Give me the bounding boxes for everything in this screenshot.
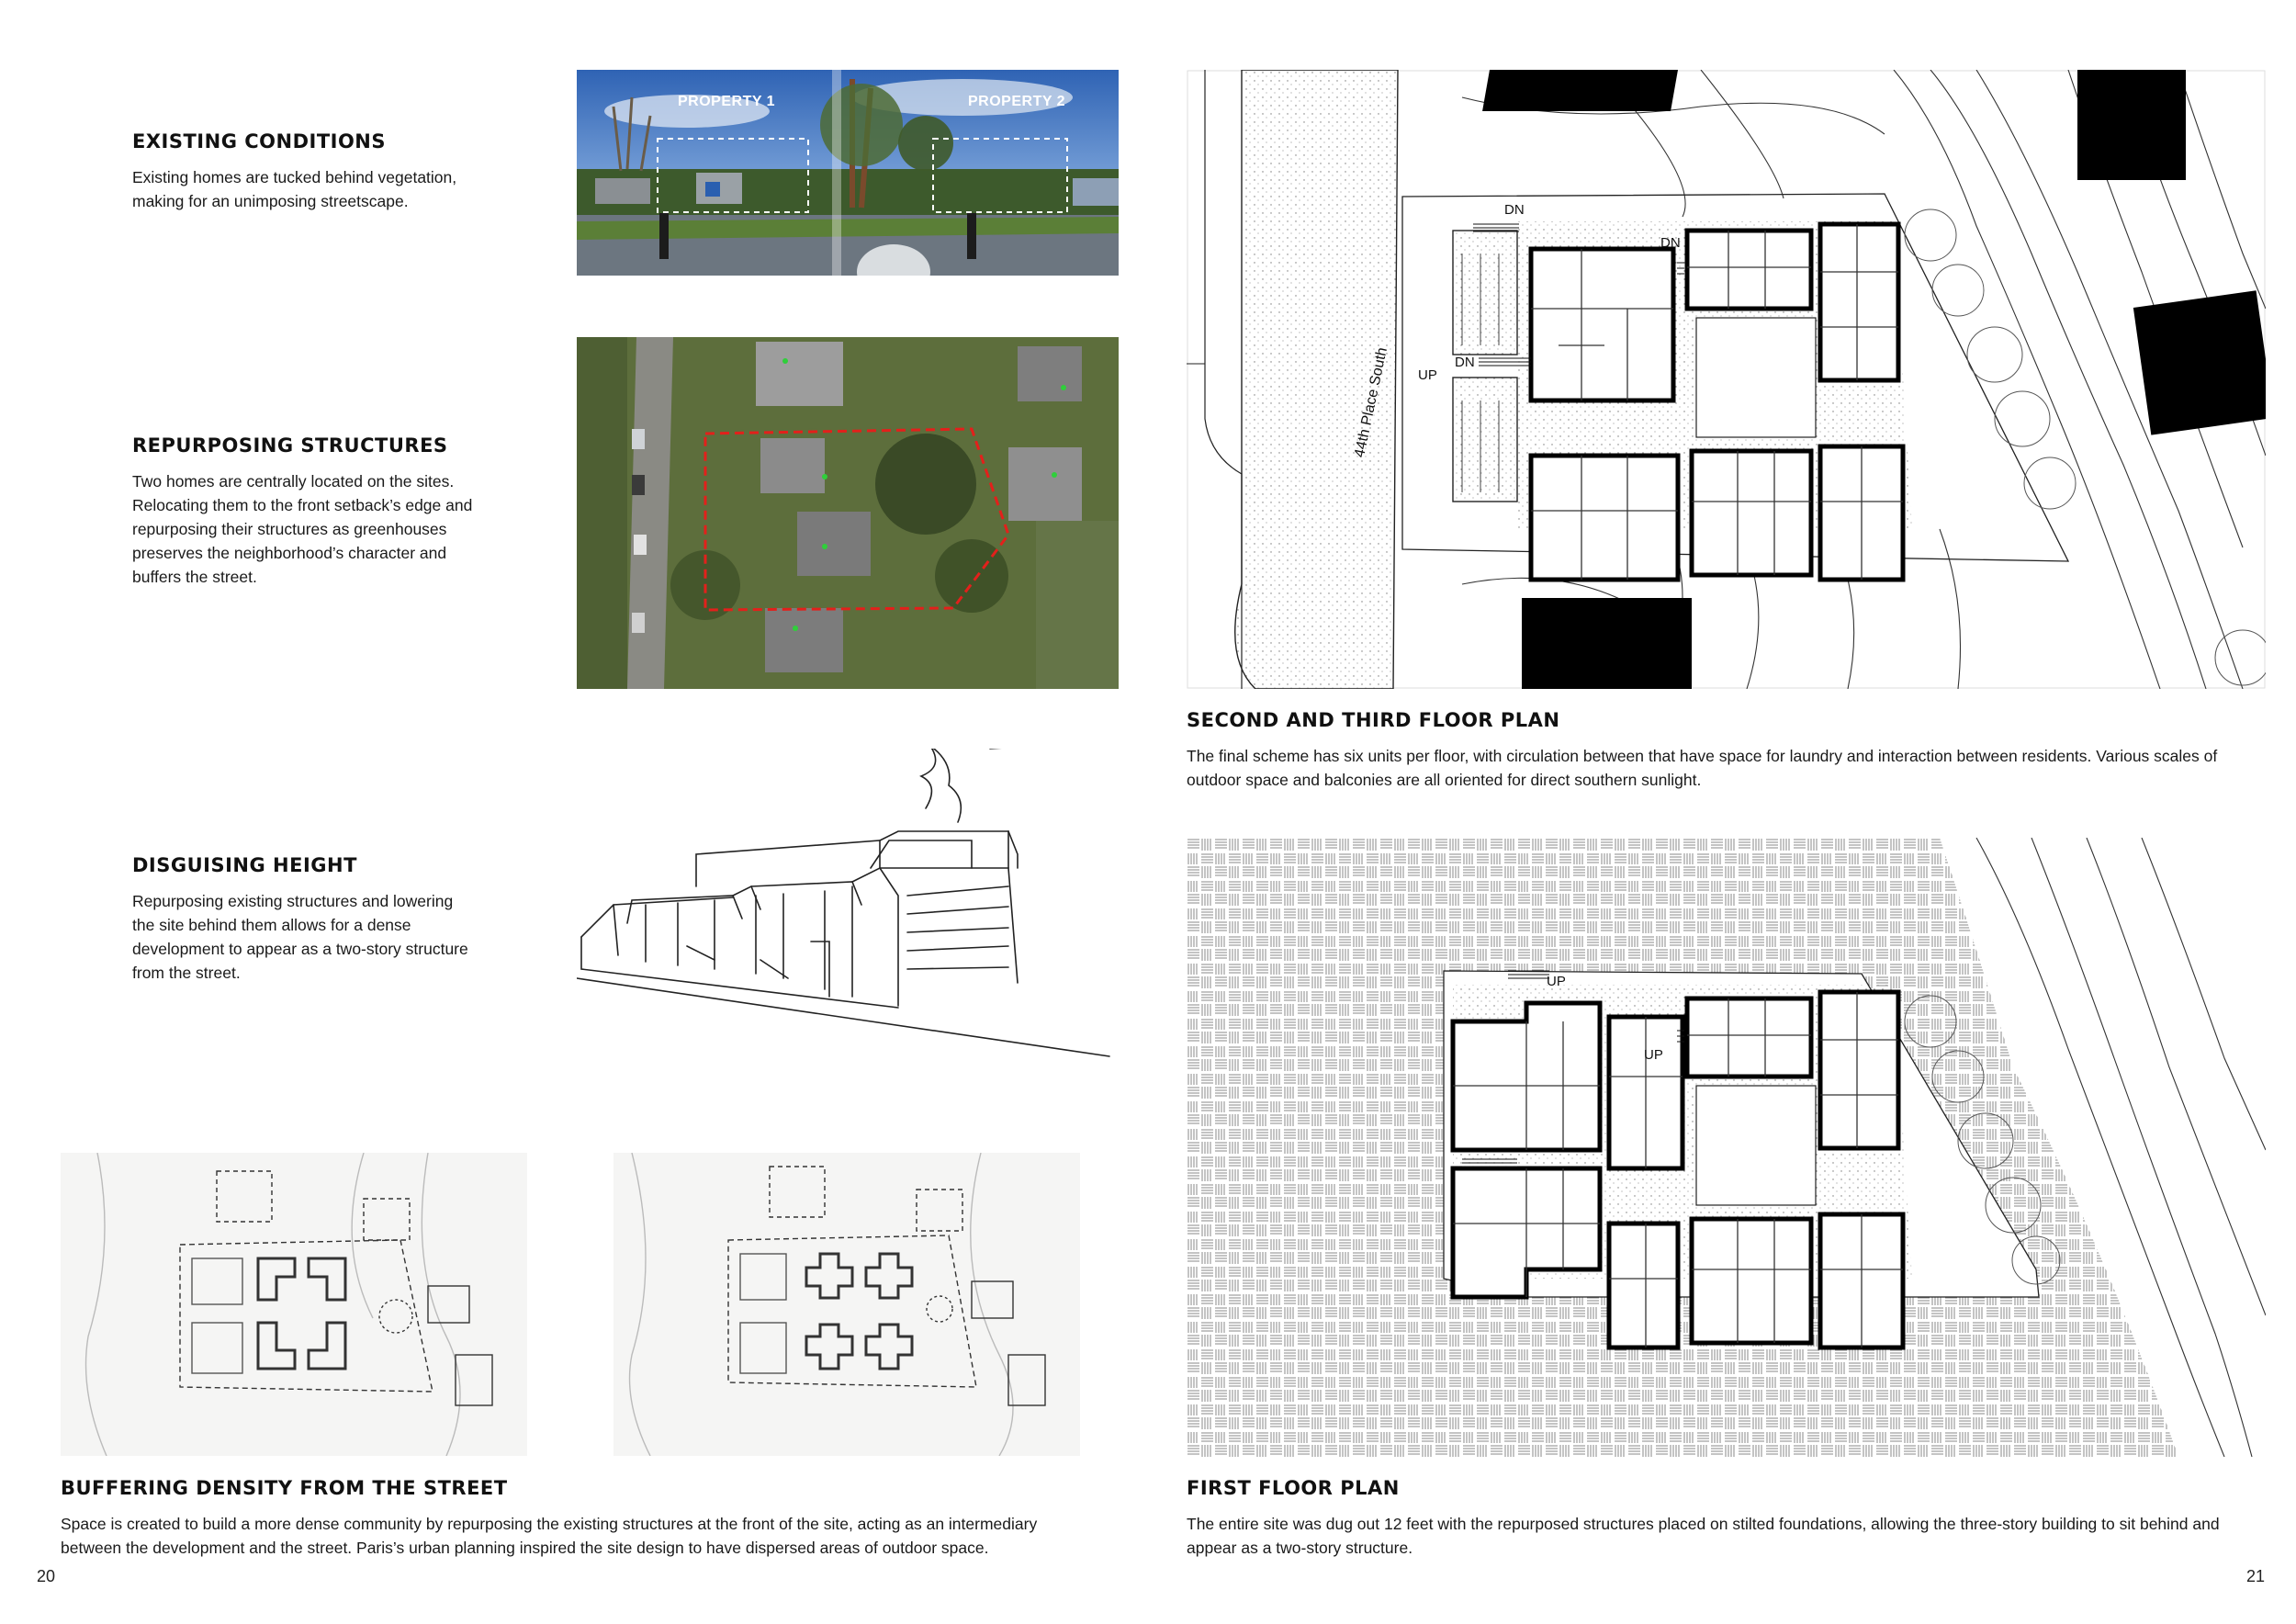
second-third-floor-heading: SECOND AND THIRD FLOOR PLAN <box>1187 709 1560 731</box>
stair-label-dn-1: DN <box>1504 202 1525 218</box>
stair-label-up-1: UP <box>1547 974 1566 989</box>
disguising-height-text: Repurposing existing structures and lowering the site behind them allows for a dense development to appear as a two-story structure from the street. <box>132 892 468 982</box>
existing-conditions-heading: EXISTING CONDITIONS <box>132 130 387 152</box>
disguising-height-heading: DISGUISING HEIGHT <box>132 854 357 876</box>
street-elevation-sketch <box>577 749 1119 1066</box>
existing-conditions-text: Existing homes are tucked behind vegetation, making for an unimposing streetscape. <box>132 168 457 210</box>
stair-label-dn-2: DN <box>1660 235 1681 251</box>
stair-label-up: UP <box>1418 367 1437 383</box>
stair-label-dn-3: DN <box>1455 355 1475 370</box>
repurposing-text: Two homes are centrally located on the sites. Relocating them to the front setback’s edge and repurposing their structures as greenhouses preserves the neighborhood’s character and buffers the street. <box>132 472 473 586</box>
property-1-label: PROPERTY 1 <box>678 94 776 109</box>
second-third-floor-plan-drawing <box>1187 70 2266 689</box>
stair-label-up-2: UP <box>1644 1047 1663 1063</box>
street-panorama-photo <box>577 70 1119 276</box>
first-floor-text: The entire site was dug out 12 feet with the repurposed structures placed on stilted foundations, allowing the three-story building to sit behind and appear as a two-story structure. <box>1187 1515 2220 1557</box>
page-number-right: 21 <box>2246 1567 2266 1585</box>
repurposing-heading: REPURPOSING STRUCTURES <box>132 434 448 457</box>
property-2-label: PROPERTY 2 <box>968 94 1066 109</box>
aerial-site-photo <box>577 337 1119 689</box>
second-third-floor-text: The final scheme has six units per floor, with circulation between that have space for laundry and interaction between residents. Various scales of outdoor space and balconies are all oriented for direct southern sunlight. <box>1187 747 2218 789</box>
buffering-density-heading: BUFFERING DENSITY FROM THE STREET <box>61 1477 508 1499</box>
buffering-density-text: Space is created to build a more dense community by repurposing the existing structures at the front of the site, acting as an intermediary between the development and the street. Paris’s urban planning inspired the site design to have dispersed areas of outdoor space. <box>61 1515 1038 1557</box>
page-number-left: 20 <box>37 1567 56 1585</box>
site-sketch-courtyard-option <box>61 1153 527 1456</box>
street-name-label: 44th Place South <box>1352 345 1390 459</box>
site-sketch-dispersed-option <box>613 1153 1080 1456</box>
first-floor-plan-drawing <box>1187 838 2266 1457</box>
first-floor-heading: FIRST FLOOR PLAN <box>1187 1477 1400 1499</box>
